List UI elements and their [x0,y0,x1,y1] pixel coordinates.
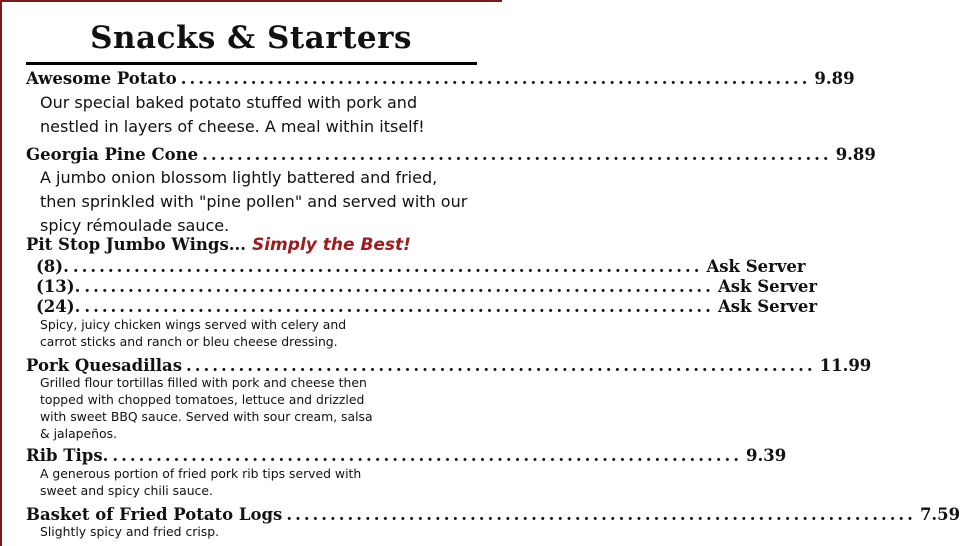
wings-option-13 [36,277,818,296]
item-name: Basket of Fried Potato Logs [26,505,283,524]
wings-option-8 [36,257,806,276]
item-description: A jumbo onion blossom lightly battered and fried, then sprinkled with "pine pollen" and served with our spicy rémoulade sauce. [40,168,468,235]
option-price: Ask Server [717,297,818,316]
dot-leader: ........................................................................ [112,446,742,465]
item-name: Rib Tips. [26,446,109,465]
item-tagline: Simply the Best! [251,235,411,255]
item-description: Slightly spicy and fried crisp. [40,524,220,539]
option-count: (13). [36,277,81,296]
menu-item-awesome-potato [26,69,855,88]
option-price: Ask Server [706,257,806,276]
dot-leader: ........................................................................ [84,297,714,316]
item-price: 9.39 [746,446,787,465]
dot-leader: ........................................................................ [72,257,703,276]
item-name: Awesome Potato [26,69,177,88]
section-title: Snacks & Starters [90,20,412,56]
option-count: (8). [36,257,69,276]
dot-leader: ........................................................................ [180,69,811,88]
menu-item-pork-quesadillas [26,356,872,375]
dot-leader: ........................................................................ [202,145,832,164]
item-name: Georgia Pine Cone [26,145,199,164]
item-name: Pit Stop Jumbo Wings... [26,235,246,254]
dot-leader: ........................................................................ [186,356,816,375]
dot-leader: ........................................................................ [286,505,916,524]
item-description: A generous portion of fried pork rib tips served with sweet and spicy chili sauce. [40,466,362,498]
menu-item-rib-tips [26,446,787,465]
option-price: Ask Server [717,277,818,296]
page-border-left [0,0,2,546]
option-count: (24). [36,297,81,316]
item-description: Spicy, juicy chicken wings served with celery and carrot sticks and ranch or bleu cheese dressing. [40,317,347,349]
menu-item-fried-potato-logs [26,505,960,524]
menu-item-georgia-pine-cone [26,145,876,164]
item-price: 9.89 [814,69,855,88]
item-price: 11.99 [819,356,872,375]
wings-option-24 [36,297,818,316]
page-border-top [0,0,502,2]
dot-leader: ........................................................................ [84,277,714,296]
menu-item-jumbo-wings [26,235,477,255]
item-name: Pork Quesadillas [26,356,183,375]
title-underline [26,62,477,65]
item-price: 7.59 [919,505,960,524]
item-description: Grilled flour tortillas filled with pork and cheese then topped with chopped tomatoes, lettuce and drizzled with sweet BBQ sauce. Served with sour cream, salsa & jalapeños. [40,375,373,441]
item-description: Our special baked potato stuffed with pork and nestled in layers of cheese. A meal within itself! [40,93,425,136]
item-price: 9.89 [835,145,876,164]
